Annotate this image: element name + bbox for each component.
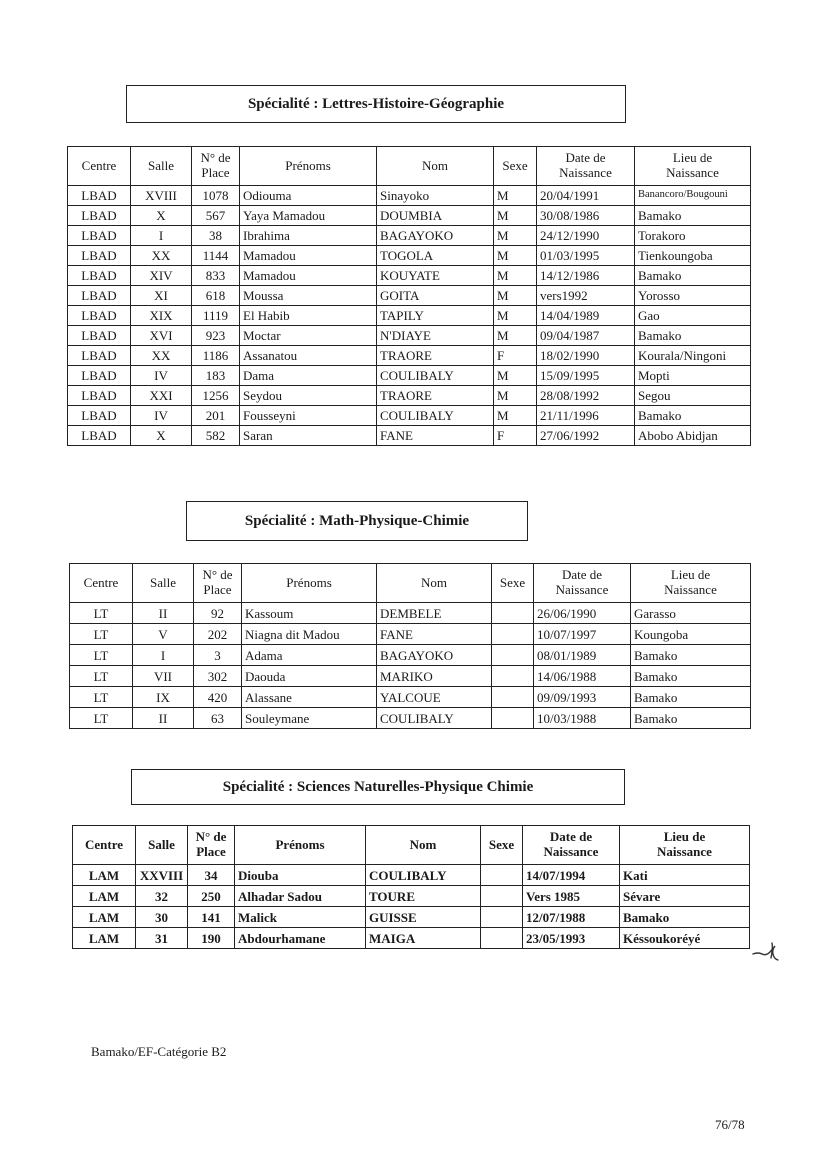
cell-place: 1256 [192, 386, 240, 406]
header-salle: Salle [131, 147, 192, 186]
cell-place: 202 [194, 624, 242, 645]
cell-nom: FANE [377, 426, 494, 446]
cell-prenoms: Alassane [242, 687, 377, 708]
table-row [68, 266, 751, 286]
cell-lieu-naissance: Gao [635, 306, 751, 326]
cell-sexe [492, 645, 534, 666]
cell-date-naissance: 20/04/1991 [537, 186, 635, 206]
cell-lieu-naissance: Bamako [631, 666, 751, 687]
cell-prenoms: Abdourhamane [235, 928, 366, 949]
table-header-row [68, 147, 751, 186]
cell-date-naissance: 10/07/1997 [534, 624, 631, 645]
cell-nom: TOGOLA [377, 246, 494, 266]
cell-place: 141 [188, 907, 235, 928]
cell-place: 34 [188, 865, 235, 886]
cell-salle: IV [131, 366, 192, 386]
cell-centre: LBAD [68, 186, 131, 206]
cell-place: 92 [194, 603, 242, 624]
cell-salle: XIX [131, 306, 192, 326]
cell-sexe [481, 907, 523, 928]
cell-sexe: M [494, 406, 537, 426]
cell-sexe: M [494, 246, 537, 266]
cell-sexe: M [494, 386, 537, 406]
cell-place: 63 [194, 708, 242, 729]
table-row [73, 865, 750, 886]
cell-date-naissance: 21/11/1996 [537, 406, 635, 426]
cell-prenoms: Ibrahima [240, 226, 377, 246]
cell-lieu-naissance: Kati [620, 865, 750, 886]
header-nom: Nom [377, 147, 494, 186]
cell-place: 190 [188, 928, 235, 949]
cell-sexe: M [494, 226, 537, 246]
cell-salle: X [131, 426, 192, 446]
cell-nom: FANE [377, 624, 492, 645]
table-row [68, 326, 751, 346]
cell-nom: TRAORE [377, 346, 494, 366]
cell-place: 618 [192, 286, 240, 306]
cell-date-naissance: 10/03/1988 [534, 708, 631, 729]
cell-sexe [492, 666, 534, 687]
cell-salle: XX [131, 346, 192, 366]
cell-nom: MARIKO [377, 666, 492, 687]
cell-date-naissance: 14/04/1989 [537, 306, 635, 326]
cell-place: 833 [192, 266, 240, 286]
table-row [68, 366, 751, 386]
cell-salle: V [133, 624, 194, 645]
cell-centre: LT [70, 624, 133, 645]
header-nom: Nom [377, 564, 492, 603]
cell-prenoms: Odiouma [240, 186, 377, 206]
header-place: N° de Place [192, 147, 240, 186]
cell-place: 302 [194, 666, 242, 687]
table-header-row [70, 564, 751, 603]
cell-lieu-naissance: Bamako [631, 687, 751, 708]
header-lieu: Lieu de Naissance [635, 147, 751, 186]
cell-salle: II [133, 708, 194, 729]
cell-prenoms: Kassoum [242, 603, 377, 624]
header-centre: Centre [70, 564, 133, 603]
cell-nom: TAPILY [377, 306, 494, 326]
cell-sexe: F [494, 426, 537, 446]
cell-sexe: M [494, 366, 537, 386]
cell-sexe [481, 865, 523, 886]
cell-place: 1078 [192, 186, 240, 206]
cell-date-naissance: 24/12/1990 [537, 226, 635, 246]
header-prenoms: Prénoms [240, 147, 377, 186]
cell-place: 38 [192, 226, 240, 246]
cell-lieu-naissance: Mopti [635, 366, 751, 386]
table-row [70, 603, 751, 624]
cell-salle: VII [133, 666, 194, 687]
cell-place: 420 [194, 687, 242, 708]
header-date: Date de Naissance [537, 147, 635, 186]
cell-nom: BAGAYOKO [377, 226, 494, 246]
document-reference: Bamako/EF-Catégorie B2 [91, 1044, 227, 1059]
cell-prenoms: Niagna dit Madou [242, 624, 377, 645]
cell-prenoms: Mamadou [240, 266, 377, 286]
cell-centre: LAM [73, 865, 136, 886]
students-table-sciences [72, 825, 750, 949]
cell-centre: LBAD [68, 426, 131, 446]
cell-nom: BAGAYOKO [377, 645, 492, 666]
header-salle: Salle [133, 564, 194, 603]
students-table-lettres [67, 146, 751, 446]
cell-salle: XX [131, 246, 192, 266]
cell-date-naissance: 15/09/1995 [537, 366, 635, 386]
cell-prenoms: Diouba [235, 865, 366, 886]
cell-lieu-naissance: Koungoba [631, 624, 751, 645]
cell-sexe: M [494, 306, 537, 326]
cell-nom: DOUMBIA [377, 206, 494, 226]
cell-salle: 32 [136, 886, 188, 907]
cell-centre: LBAD [68, 246, 131, 266]
table-row [68, 346, 751, 366]
cell-lieu-naissance: Banancoro/Bougouni [635, 186, 751, 206]
table-row [68, 206, 751, 226]
cell-sexe: M [494, 186, 537, 206]
cell-prenoms: Souleymane [242, 708, 377, 729]
cell-sexe [492, 687, 534, 708]
section-title-math [186, 501, 528, 541]
header-nom: Nom [366, 826, 481, 865]
cell-place: 567 [192, 206, 240, 226]
cell-prenoms: Yaya Mamadou [240, 206, 377, 226]
cell-date-naissance: 14/07/1994 [523, 865, 620, 886]
table-row [68, 386, 751, 406]
cell-sexe: M [494, 206, 537, 226]
table-row [70, 666, 751, 687]
cell-place: 250 [188, 886, 235, 907]
cell-place: 1186 [192, 346, 240, 366]
cell-nom: KOUYATE [377, 266, 494, 286]
cell-salle: X [131, 206, 192, 226]
cell-salle: XIV [131, 266, 192, 286]
table-row [68, 426, 751, 446]
cell-prenoms: Seydou [240, 386, 377, 406]
cell-lieu-naissance: Bamako [635, 406, 751, 426]
cell-centre: LBAD [68, 366, 131, 386]
cell-date-naissance: 27/06/1992 [537, 426, 635, 446]
header-place: N° de Place [188, 826, 235, 865]
cell-nom: COULIBALY [377, 366, 494, 386]
cell-prenoms: El Habib [240, 306, 377, 326]
cell-nom: N'DIAYE [377, 326, 494, 346]
cell-lieu-naissance: Bamako [635, 206, 751, 226]
cell-prenoms: Adama [242, 645, 377, 666]
table-row [68, 406, 751, 426]
cell-nom: GOITA [377, 286, 494, 306]
cell-lieu-naissance: Bamako [631, 708, 751, 729]
header-date: Date de Naissance [534, 564, 631, 603]
cell-sexe [492, 603, 534, 624]
header-sexe: Sexe [494, 147, 537, 186]
cell-lieu-naissance: Bamako [635, 266, 751, 286]
cell-date-naissance: 26/06/1990 [534, 603, 631, 624]
cell-salle: IV [131, 406, 192, 426]
header-sexe: Sexe [481, 826, 523, 865]
cell-centre: LAM [73, 886, 136, 907]
cell-salle: 31 [136, 928, 188, 949]
handwritten-initial-mark [752, 940, 780, 962]
table-row [73, 928, 750, 949]
cell-lieu-naissance: Bamako [631, 645, 751, 666]
header-salle: Salle [136, 826, 188, 865]
cell-nom: COULIBALY [377, 406, 494, 426]
cell-salle: XXVIII [136, 865, 188, 886]
cell-lieu-naissance: Bamako [620, 907, 750, 928]
header-lieu: Lieu de Naissance [631, 564, 751, 603]
cell-centre: LBAD [68, 266, 131, 286]
cell-centre: LBAD [68, 326, 131, 346]
cell-place: 923 [192, 326, 240, 346]
table-row [68, 186, 751, 206]
cell-nom: DEMBELE [377, 603, 492, 624]
cell-nom: GUISSE [366, 907, 481, 928]
cell-centre: LBAD [68, 286, 131, 306]
cell-nom: COULIBALY [366, 865, 481, 886]
cell-prenoms: Dama [240, 366, 377, 386]
cell-lieu-naissance: Abobo Abidjan [635, 426, 751, 446]
section-title-text: Spécialité : Lettres-Histoire-Géographie [247, 95, 505, 112]
cell-prenoms: Malick [235, 907, 366, 928]
table-row [70, 708, 751, 729]
cell-prenoms: Fousseyni [240, 406, 377, 426]
cell-date-naissance: 01/03/1995 [537, 246, 635, 266]
cell-nom: COULIBALY [377, 708, 492, 729]
cell-sexe [481, 928, 523, 949]
cell-lieu-naissance: Sévare [620, 886, 750, 907]
header-lieu: Lieu de Naissance [620, 826, 750, 865]
cell-date-naissance: 08/01/1989 [534, 645, 631, 666]
cell-place: 183 [192, 366, 240, 386]
cell-centre: LT [70, 687, 133, 708]
header-prenoms: Prénoms [235, 826, 366, 865]
cell-salle: I [133, 645, 194, 666]
cell-lieu-naissance: Kourala/Ningoni [635, 346, 751, 366]
header-place: N° de Place [194, 564, 242, 603]
cell-place: 1144 [192, 246, 240, 266]
cell-salle: XVI [131, 326, 192, 346]
cell-prenoms: Daouda [242, 666, 377, 687]
cell-date-naissance: 14/06/1988 [534, 666, 631, 687]
cell-sexe [492, 624, 534, 645]
cell-date-naissance: vers1992 [537, 286, 635, 306]
cell-lieu-naissance: Bamako [635, 326, 751, 346]
cell-centre: LBAD [68, 386, 131, 406]
cell-lieu-naissance: Késsoukoréyé [620, 928, 750, 949]
header-date: Date de Naissance [523, 826, 620, 865]
cell-centre: LBAD [68, 346, 131, 366]
cell-date-naissance: 18/02/1990 [537, 346, 635, 366]
cell-centre: LT [70, 666, 133, 687]
cell-salle: XI [131, 286, 192, 306]
cell-place: 201 [192, 406, 240, 426]
cell-centre: LBAD [68, 226, 131, 246]
cell-prenoms: Moctar [240, 326, 377, 346]
cell-nom: YALCOUE [377, 687, 492, 708]
cell-date-naissance: 12/07/1988 [523, 907, 620, 928]
cell-centre: LAM [73, 907, 136, 928]
table-row [70, 687, 751, 708]
cell-sexe: M [494, 266, 537, 286]
cell-date-naissance: 09/09/1993 [534, 687, 631, 708]
header-prenoms: Prénoms [242, 564, 377, 603]
cell-sexe [492, 708, 534, 729]
cell-sexe: M [494, 286, 537, 306]
cell-date-naissance: 09/04/1987 [537, 326, 635, 346]
cell-centre: LT [70, 708, 133, 729]
cell-salle: II [133, 603, 194, 624]
cell-prenoms: Assanatou [240, 346, 377, 366]
section-title-text: Spécialité : Sciences Naturelles-Physique Chimie [222, 778, 534, 795]
cell-nom: TRAORE [377, 386, 494, 406]
cell-salle: XXI [131, 386, 192, 406]
cell-centre: LT [70, 603, 133, 624]
section-title-lettres [126, 85, 626, 123]
cell-salle: I [131, 226, 192, 246]
cell-prenoms: Moussa [240, 286, 377, 306]
cell-date-naissance: 14/12/1986 [537, 266, 635, 286]
table-row [68, 226, 751, 246]
cell-lieu-naissance: Yorosso [635, 286, 751, 306]
page-number: 76/78 [715, 1117, 745, 1132]
cell-centre: LBAD [68, 206, 131, 226]
header-centre: Centre [68, 147, 131, 186]
cell-nom: MAIGA [366, 928, 481, 949]
cell-salle: XVIII [131, 186, 192, 206]
cell-date-naissance: 23/05/1993 [523, 928, 620, 949]
cell-prenoms: Mamadou [240, 246, 377, 266]
cell-place: 3 [194, 645, 242, 666]
cell-date-naissance: 28/08/1992 [537, 386, 635, 406]
table-row [73, 886, 750, 907]
cell-sexe: M [494, 326, 537, 346]
cell-centre: LBAD [68, 306, 131, 326]
cell-sexe: F [494, 346, 537, 366]
table-row [68, 286, 751, 306]
section-title-text: Spécialité : Math-Physique-Chimie [244, 512, 470, 529]
table-row [73, 907, 750, 928]
cell-place: 582 [192, 426, 240, 446]
cell-prenoms: Alhadar Sadou [235, 886, 366, 907]
header-sexe: Sexe [492, 564, 534, 603]
cell-lieu-naissance: Tienkoungoba [635, 246, 751, 266]
table-header-row [73, 826, 750, 865]
cell-lieu-naissance: Segou [635, 386, 751, 406]
table-row [68, 246, 751, 266]
cell-sexe [481, 886, 523, 907]
table-row [68, 306, 751, 326]
section-title-sciences [131, 769, 625, 805]
cell-centre: LT [70, 645, 133, 666]
cell-centre: LBAD [68, 406, 131, 426]
cell-nom: TOURE [366, 886, 481, 907]
cell-prenoms: Saran [240, 426, 377, 446]
cell-salle: IX [133, 687, 194, 708]
cell-date-naissance: Vers 1985 [523, 886, 620, 907]
table-row [70, 624, 751, 645]
cell-date-naissance: 30/08/1986 [537, 206, 635, 226]
students-table-math [69, 563, 751, 729]
cell-nom: Sinayoko [377, 186, 494, 206]
table-row [70, 645, 751, 666]
cell-lieu-naissance: Garasso [631, 603, 751, 624]
cell-lieu-naissance: Torakoro [635, 226, 751, 246]
cell-centre: LAM [73, 928, 136, 949]
cell-salle: 30 [136, 907, 188, 928]
cell-place: 1119 [192, 306, 240, 326]
header-centre: Centre [73, 826, 136, 865]
